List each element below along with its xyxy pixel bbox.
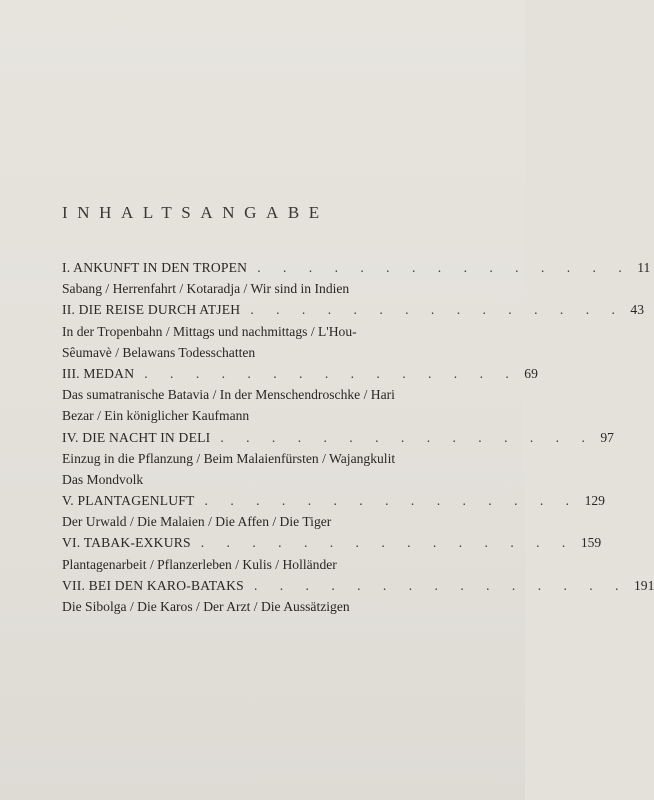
chapter-title: II. DIE REISE DURCH ATJEH (62, 302, 241, 318)
chapter-subsections-line: Einzug in die Pflanzung / Beim Malaienfürsten / Wajangkulit (62, 450, 396, 466)
dot-leader: . . . . . . . . . . . . . . . (253, 577, 628, 593)
chapter-subsections-line: Sêumavè / Belawans Todesschatten (62, 344, 256, 360)
toc-chapter-2 (62, 299, 644, 320)
chapter-title: IV. DIE NACHT IN DELI (62, 429, 211, 445)
chapter-page-number: 97 (600, 429, 614, 445)
chapter-subsections-line: Das sumatranische Batavia / In der Menschendroschke / Hari (62, 387, 395, 403)
dot-leader: . . . . . . . . . . . . . . . (250, 302, 625, 318)
toc-chapter-6 (62, 532, 602, 553)
chapter-title: VI. TABAK-EXKURS (62, 535, 191, 551)
toc-heading: INHALTSANGABE (62, 203, 329, 222)
chapter-subsections-line: Das Mondvolk (62, 471, 144, 487)
chapter-page-number: 43 (630, 302, 644, 318)
chapter-subsections-line: Die Sibolga / Die Karos / Der Arzt / Die Aussätzigen (62, 599, 350, 614)
chapter-page-number: 69 (524, 365, 538, 381)
dot-leader: . . . . . . . . . . . . . . . (257, 260, 632, 275)
chapter-page-number: 11 (637, 260, 651, 275)
chapter-title: V. PLANTAGENLUFT (62, 493, 195, 509)
chapter-title: VII. BEI DEN KARO-BATAKS (62, 577, 244, 593)
toc-chapter-4 (62, 427, 614, 448)
chapter-subsections-line: Bezar / Ein königlicher Kaufmann (62, 408, 250, 424)
dot-leader: . . . . . . . . . . . . . . . (144, 365, 519, 381)
toc-chapter-1 (62, 257, 651, 278)
chapter-page-number: 159 (580, 535, 602, 551)
chapter-subsections-line: In der Tropenbahn / Mittags und nachmittags / L'Hou- (62, 323, 357, 339)
dot-leader: . . . . . . . . . . . . . . . (220, 429, 595, 445)
chapter-page-number: 191 (634, 577, 654, 593)
table-of-contents (62, 257, 654, 617)
dot-leader: . . . . . . . . . . . . . . . (204, 493, 579, 509)
chapter-subsections-line: Plantagenarbeit / Pflanzerleben / Kulis / Holländer (62, 556, 337, 572)
chapter-subsections-line: Der Urwald / Die Malaien / Die Affen / Die Tiger (62, 514, 332, 530)
toc-chapter-7 (62, 575, 654, 596)
chapter-subsections-line: Sabang / Herrenfahrt / Kotaradja / Wir sind in Indien (62, 281, 350, 297)
chapter-title: III. MEDAN (62, 365, 135, 381)
dot-leader: . . . . . . . . . . . . . . . (200, 535, 575, 551)
toc-chapter-3 (62, 363, 538, 384)
chapter-title: I. ANKUNFT IN DEN TROPEN (62, 260, 248, 275)
chapter-page-number: 129 (584, 493, 605, 509)
toc-chapter-5 (62, 490, 605, 511)
